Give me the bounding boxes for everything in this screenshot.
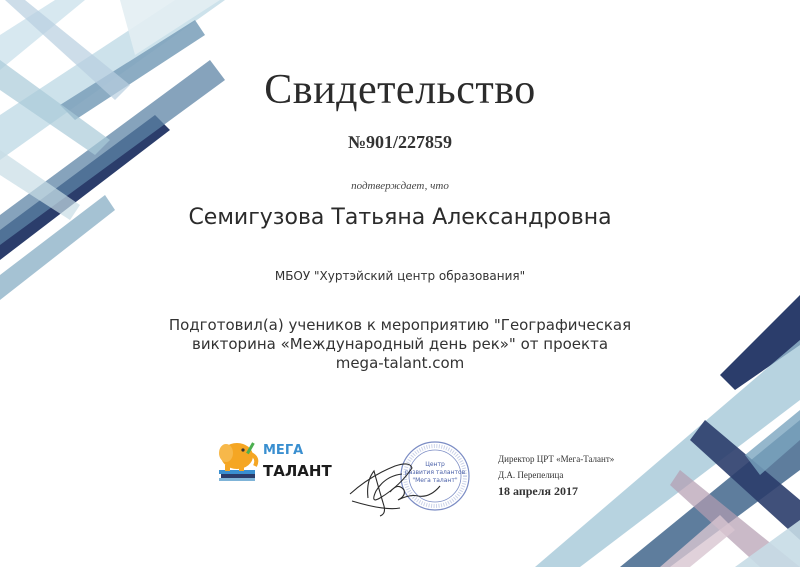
seal-line-3: "Мега талант"	[412, 477, 458, 484]
recipient-name: Семигузова Татьяна Александровна	[188, 205, 612, 230]
description-line: mega-talant.com	[335, 354, 465, 372]
description-line: Подготовил(а) учеников к мероприятию "Географическая	[168, 316, 632, 334]
logo-text-line2: ТАЛАНТ	[263, 462, 332, 480]
certificate-number: №901/227859	[347, 132, 453, 152]
elephant-icon	[219, 442, 256, 481]
confirms-text: подтверждает, что	[351, 180, 449, 192]
organization-name: МБОУ "Хуртэйский центр образования"	[274, 269, 526, 283]
signature-and-seal	[340, 436, 480, 531]
director-title: Директор ЦРТ «Мега-Талант»	[498, 454, 615, 464]
certificate-description	[150, 316, 650, 373]
issue-date: 18 апреля 2017	[498, 484, 578, 498]
seal-stamp	[401, 442, 469, 510]
logo-text-line1: МЕГА	[263, 443, 304, 458]
director-name: Д.А. Перепелица	[498, 470, 564, 480]
seal-line-1: Центр	[425, 461, 445, 468]
certificate-title: Свидетельство	[264, 67, 536, 113]
seal-line-2: развития талантов	[404, 469, 466, 476]
description-line: викторина «Международный день рек»" от проекта	[191, 335, 609, 353]
